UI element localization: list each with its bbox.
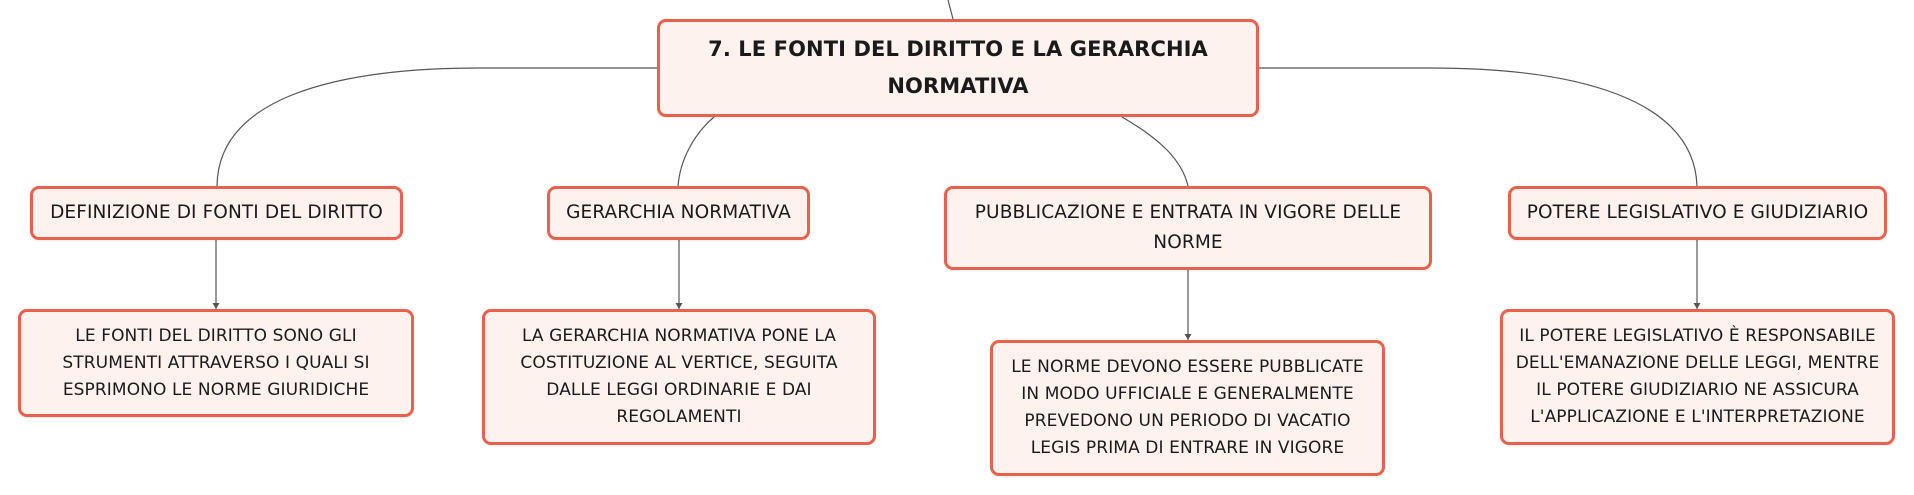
branch-label: DEFINIZIONE DI FONTI DEL DIRITTO bbox=[50, 202, 383, 223]
detail-node-pubblicazione-norme[interactable] bbox=[990, 340, 1385, 476]
connector-root-to-branch-4 bbox=[1259, 68, 1697, 186]
branch-label: POTERE LEGISLATIVO E GIUDIZIARIO bbox=[1526, 202, 1869, 223]
connector-root-to-branch-1 bbox=[217, 68, 657, 186]
branch-node-gerarchia-normativa[interactable] bbox=[547, 186, 810, 240]
detail-node-gerarchia-normativa[interactable] bbox=[482, 309, 876, 445]
branch-label: GERARCHIA NORMATIVA bbox=[566, 202, 791, 223]
connector-parent-to-root bbox=[948, 0, 953, 19]
detail-text: LA GERARCHIA NORMATIVA PONE LA COSTITUZIONE AL VERTICE, SEGUITA DALLE LEGGI ORDINARIE E DAI REGOLAMENTI bbox=[520, 326, 838, 427]
detail-node-definizione-fonti[interactable] bbox=[18, 309, 414, 417]
detail-text: IL POTERE LEGISLATIVO È RESPONSABILE DELL'EMANAZIONE DELLE LEGGI, MENTRE IL POTERE GIUDIZIARIO NE ASSICURA L'APPLICAZIONE E L'INTERPRETAZIONE bbox=[1515, 326, 1880, 427]
root-topic-label: 7. LE FONTI DEL DIRITTO E LA GERARCHIA NORMATIVA bbox=[708, 37, 1208, 98]
detail-text: LE NORME DEVONO ESSERE PUBBLICATE IN MODO UFFICIALE E GENERALMENTE PREVEDONO UN PERIODO DI VACATIO LEGIS PRIMA DI ENTRARE IN VIGORE bbox=[1011, 357, 1364, 458]
detail-text: LE FONTI DEL DIRITTO SONO GLI STRUMENTI ATTRAVERSO I QUALI SI ESPRIMONO LE NORME GIURIDICHE bbox=[62, 325, 370, 400]
branch-node-potere-legislativo-giudiziario[interactable] bbox=[1508, 186, 1887, 240]
connector-root-to-branch-3 bbox=[1122, 117, 1188, 186]
detail-node-potere-legislativo-giudiziario[interactable] bbox=[1500, 309, 1895, 445]
connector-root-to-branch-2 bbox=[678, 117, 714, 186]
branch-node-pubblicazione-norme[interactable] bbox=[944, 186, 1432, 270]
root-topic-node[interactable] bbox=[657, 19, 1259, 117]
branch-label: PUBBLICAZIONE E ENTRATA IN VIGORE DELLE NORME bbox=[974, 202, 1402, 253]
branch-node-definizione-fonti[interactable] bbox=[30, 186, 403, 240]
